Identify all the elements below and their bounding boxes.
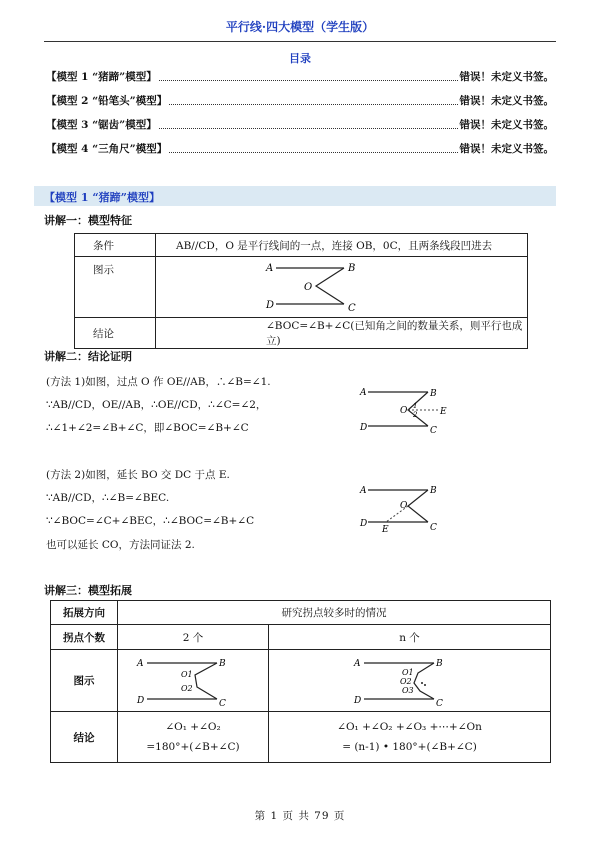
label-o1: O1 (401, 667, 414, 677)
proof-line: (方法 1)如图，过点 O 作 OE//AB，∴∠B=∠1. (46, 376, 271, 388)
fig-cell (156, 257, 528, 318)
label-d: D (266, 300, 275, 311)
row-concl-label: 结论 (51, 712, 118, 763)
label-c: C (219, 698, 226, 709)
toc-item-ref: 错误！未定义书签。 (459, 119, 554, 131)
label-e: E (440, 407, 447, 417)
toc-item-ref: 错误！未定义书签。 (459, 143, 554, 155)
row-fig-label: 图示 (51, 650, 118, 712)
toc-leader (169, 104, 457, 105)
broken-line-boc (408, 490, 428, 522)
toc-item-label: 【模型 4 “三角尺”模型】 (46, 143, 168, 155)
toc-item[interactable] (46, 70, 554, 84)
pig-hoof-figure (264, 258, 464, 316)
label-o: O (400, 406, 408, 416)
label-a: A (353, 658, 360, 669)
proof-line: (方法 2)如图，延长 BO 交 DC 于点 E. (46, 469, 230, 481)
label-d: D (360, 519, 368, 529)
count-n: n 个 (269, 625, 551, 650)
label-b: B (430, 389, 437, 399)
label-d: D (360, 423, 368, 433)
label-b: B (430, 486, 437, 496)
label-b: B (348, 263, 356, 274)
broken-line-boc (316, 268, 344, 304)
proof-line: ∵∠BOC=∠C+∠BEC，∴∠BOC=∠B+∠C (46, 515, 255, 527)
label-a: A (360, 486, 367, 496)
concl-n-line1: ∠O₁ +∠O₂ +∠O₃ +⋯+∠On (337, 721, 482, 733)
section-title: 【模型 1 “猪蹄”模型】 (44, 191, 160, 204)
label-c: C (430, 426, 437, 436)
concl-text: ∠BOC=∠B+∠C(已知角之间的数量关系，则平行也成立) (156, 318, 528, 349)
col-desc: 研究拐点较多时的情况 (118, 601, 551, 625)
label-angle-1: 1 (413, 402, 418, 410)
label-a: A (266, 263, 274, 274)
label-a: A (360, 388, 367, 398)
ellipsis-dot (424, 684, 426, 686)
heading-proof: 讲解二：结论证明 (44, 350, 132, 363)
label-angle-2: 2 (413, 411, 418, 419)
label-b: B (219, 658, 226, 669)
page-footer: 第 1 页 共 79 页 (254, 810, 346, 822)
label-o3: O3 (401, 685, 414, 695)
document-title: 平行线·四大模型（学生版） (225, 20, 375, 34)
label-c: C (435, 698, 443, 709)
heading-model-features: 讲解一：模型特征 (44, 214, 132, 227)
heading-extension: 讲解三：模型拓展 (44, 584, 132, 597)
concl-n-line2: = (n-1) • 180°+(∠B+∠C) (342, 741, 477, 753)
cond-label: 条件 (75, 234, 156, 257)
label-o: O (304, 282, 313, 293)
toc-title: 目录 (289, 52, 311, 65)
two-turn-figure (133, 653, 253, 709)
extension-table (50, 600, 551, 763)
concl-2-line1: ∠O₁ +∠O₂ (165, 721, 221, 733)
proof-line: 也可以延长 CO，方法同证法 2. (46, 539, 195, 551)
label-e: E (382, 525, 389, 535)
label-o1: O1 (181, 669, 193, 679)
label-d: D (137, 695, 145, 706)
broken-line-boc (408, 392, 428, 426)
concl-n-cell (269, 712, 551, 763)
toc-item[interactable] (46, 94, 554, 108)
concl-2-cell (118, 712, 269, 763)
count-2: 2 个 (118, 625, 269, 650)
toc-item-ref: 错误！未定义书签。 (459, 71, 554, 83)
cond-text: AB//CD，O 是平行线间的一点，连接 OB，0C，且两条线段凹进去 (156, 234, 528, 257)
toc-leader (169, 152, 457, 153)
toc-item[interactable] (46, 118, 554, 132)
label-c: C (430, 523, 437, 533)
toc-item-label: 【模型 1 “猪蹄”模型】 (46, 71, 157, 83)
proof-line: ∵AB//CD，∴∠B=∠BEC. (46, 492, 170, 504)
toc-item[interactable] (46, 142, 554, 156)
toc-item-label: 【模型 3 “锯齿”模型】 (46, 119, 157, 131)
fig-label: 图示 (75, 257, 156, 318)
n-turn-figure (350, 653, 470, 709)
proof1-figure (358, 384, 458, 438)
proof-line: ∵AB//CD，OE//AB，∴OE//CD，∴∠C=∠2， (46, 399, 267, 411)
features-table (74, 233, 528, 349)
label-o2: O2 (399, 676, 412, 686)
concl-2-line2: =180°+(∠B+∠C) (146, 741, 240, 753)
label-c: C (348, 303, 356, 314)
toc-leader (159, 80, 458, 81)
label-a: A (137, 658, 144, 669)
broken-line (414, 663, 434, 699)
broken-line (195, 663, 217, 699)
toc-item-ref: 错误！未定义书签。 (459, 95, 554, 107)
label-d: D (353, 695, 361, 706)
toc-item-label: 【模型 2 “铅笔头”模型】 (46, 95, 168, 107)
proof2-figure (358, 480, 458, 538)
proof-line: ∴∠1+∠2=∠B+∠C，即∠BOC=∠B+∠C (46, 422, 249, 434)
fig2-cell (118, 650, 269, 712)
ellipsis-dot (421, 682, 423, 684)
label-b: B (435, 658, 443, 669)
label-o2: O2 (181, 683, 193, 693)
col-head: 拓展方向 (51, 601, 118, 625)
row-count-label: 拐点个数 (51, 625, 118, 650)
label-o: O (400, 501, 408, 511)
fign-cell (269, 650, 551, 712)
concl-label: 结论 (75, 318, 156, 349)
header-rule (44, 41, 556, 42)
toc-leader (159, 128, 458, 129)
